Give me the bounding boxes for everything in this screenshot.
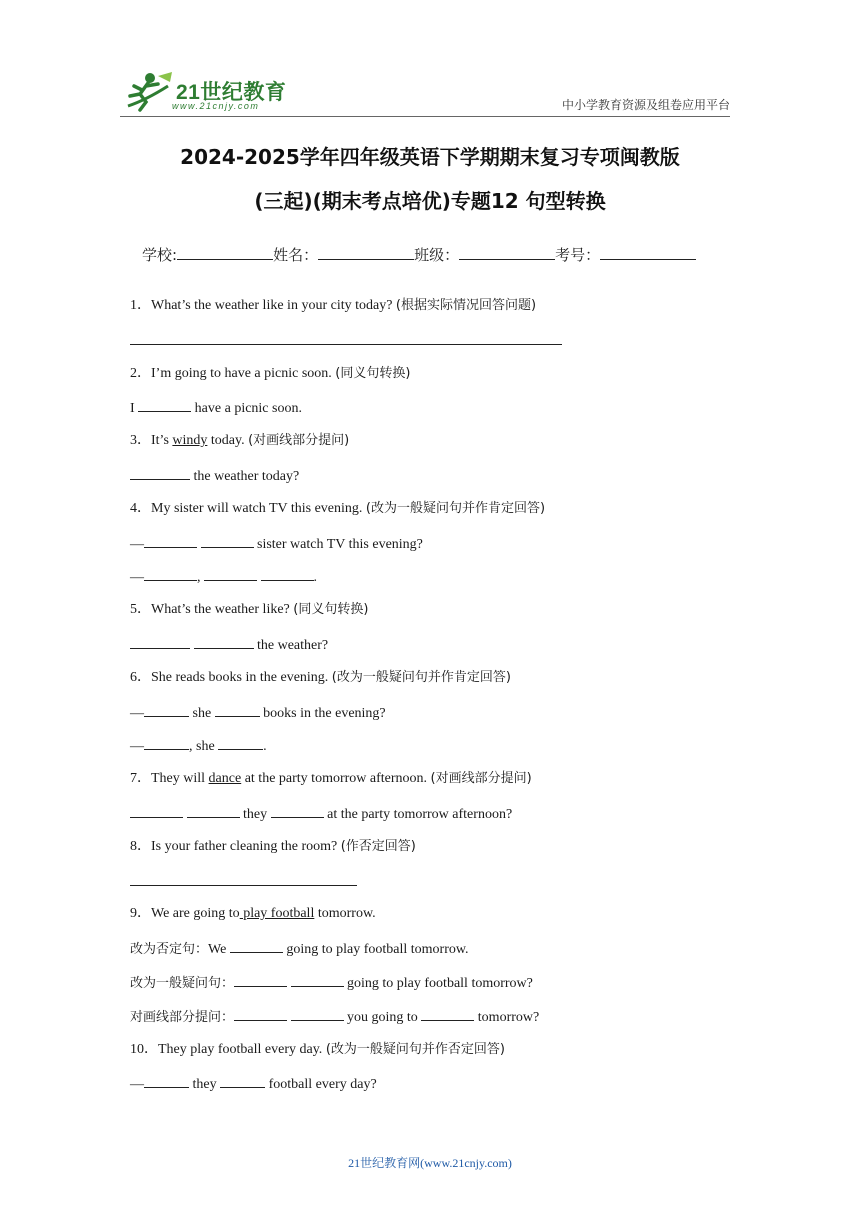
question-text: 6．She reads books in the evening. — [130, 669, 332, 685]
answer-text: you going to — [343, 1009, 422, 1025]
question-text: 4．My sister will watch TV this evening. — [130, 500, 366, 516]
document-title-line-1: 2024-2025学年四年级英语下学期期末复习专项闽教版 — [180, 145, 680, 169]
comma: , — [197, 570, 204, 586]
question-instruction: (同义句转换) — [293, 602, 369, 618]
answer-blank[interactable] — [230, 938, 283, 953]
task-label: 改为否定句： — [130, 942, 209, 958]
answer-text: books in the evening? — [259, 705, 386, 721]
page-header — [0, 0, 860, 120]
period: . — [263, 739, 267, 755]
answer-blank[interactable] — [144, 566, 197, 581]
question-text: 7．They will — [130, 771, 209, 787]
question-instruction: (对画线部分提问) — [430, 771, 532, 787]
task-label: 改为一般疑问句： — [130, 975, 235, 991]
class-blank[interactable] — [459, 245, 555, 260]
answer-row-question — [130, 972, 750, 1006]
answer-blank[interactable] — [130, 871, 357, 886]
answer-row — [130, 465, 750, 499]
question-text: 8．Is your father cleaning the room? — [130, 838, 341, 854]
answer-blank[interactable] — [144, 702, 189, 717]
answer-text: We — [208, 942, 230, 958]
school-label: 学校: — [142, 246, 178, 264]
answer-blank[interactable] — [144, 533, 197, 548]
logo-url: www.21cnjy.com — [172, 101, 260, 111]
answer-text: going to play football tomorrow? — [343, 975, 533, 991]
document-title-line-2: (三起)(期末考点培优)专题12 句型转换 — [254, 189, 606, 213]
answer-blank[interactable] — [204, 566, 257, 581]
number-blank[interactable] — [600, 245, 696, 260]
question-1 — [130, 296, 750, 330]
answer-row — [130, 803, 750, 837]
answer-blank[interactable] — [201, 533, 254, 548]
answer-blank[interactable] — [130, 465, 190, 480]
period: . — [313, 570, 317, 586]
answer-blank[interactable] — [234, 972, 287, 987]
question-text: 3．It’s — [130, 433, 173, 449]
answer-blank[interactable] — [144, 735, 189, 750]
school-blank[interactable] — [177, 245, 273, 260]
dash: — — [130, 739, 144, 755]
underlined-word: dance — [208, 771, 242, 787]
answer-blank[interactable] — [130, 634, 190, 649]
answer-blank[interactable] — [215, 702, 260, 717]
question-instruction: (对画线部分提问) — [248, 433, 350, 449]
name-label: 姓名： — [273, 246, 319, 264]
question-instruction: (同义句转换) — [335, 365, 411, 381]
answer-text: at the party tomorrow afternoon? — [323, 806, 513, 822]
answer-row — [130, 634, 750, 668]
answer-line[interactable] — [130, 330, 750, 364]
answer-row — [130, 397, 750, 431]
site-logo[interactable] — [120, 70, 290, 116]
answer-text: the weather today? — [190, 468, 300, 484]
question-text: 5．What’s the weather like? — [130, 602, 294, 618]
question-7 — [130, 769, 750, 803]
question-2 — [130, 364, 750, 398]
answer-text: she — [189, 705, 215, 721]
underlined-word: windy — [172, 433, 208, 449]
answer-text: sister watch TV this evening? — [253, 536, 423, 552]
answer-text: going to play football tomorrow. — [282, 942, 469, 958]
question-list — [130, 296, 750, 1107]
dash: — — [130, 570, 144, 586]
page-footer[interactable]: 21世纪教育网(www.21cnjy.com) — [348, 1156, 512, 1170]
number-label: 考号： — [555, 246, 601, 264]
answer-row — [130, 735, 750, 769]
question-text: 1．What’s the weather like in your city today? — [130, 298, 396, 313]
question-text: today. — [207, 433, 249, 449]
dash: — — [130, 536, 144, 552]
question-instruction: (改为一般疑问句并作肯定回答) — [365, 500, 546, 516]
answer-row — [130, 566, 750, 600]
answer-row — [130, 1073, 750, 1107]
answer-text: the weather? — [253, 637, 329, 653]
answer-text: I — [130, 401, 139, 417]
question-6 — [130, 668, 750, 702]
question-instruction: (改为一般疑问句并作否定回答) — [325, 1041, 505, 1057]
question-3 — [130, 431, 750, 465]
question-10 — [130, 1040, 750, 1074]
question-8 — [130, 837, 750, 871]
question-instruction: (改为一般疑问句并作肯定回答) — [331, 669, 511, 685]
answer-row — [130, 702, 750, 736]
class-label: 班级： — [414, 246, 460, 264]
header-divider — [120, 116, 730, 117]
answer-row-wh-question — [130, 1006, 750, 1040]
question-instruction: (根据实际情况回答问题) — [395, 298, 537, 313]
answer-text: , she — [189, 739, 219, 755]
question-text: tomorrow. — [314, 906, 376, 922]
underlined-word: play football — [239, 906, 315, 922]
question-instruction: (作否定回答) — [340, 838, 416, 854]
answer-blank[interactable] — [291, 1006, 344, 1021]
answer-blank[interactable] — [138, 397, 191, 412]
answer-line[interactable] — [130, 871, 750, 905]
answer-blank[interactable] — [194, 634, 254, 649]
name-blank[interactable] — [318, 245, 414, 260]
answer-blank[interactable] — [261, 566, 314, 581]
question-4 — [130, 499, 750, 533]
runner-logo-icon — [120, 70, 176, 114]
answer-text: they — [189, 1077, 221, 1093]
question-text: 10．They play football every day. — [130, 1041, 326, 1057]
answer-blank[interactable] — [271, 803, 324, 818]
dash: — — [130, 1077, 144, 1093]
answer-blank[interactable] — [130, 803, 183, 818]
question-9 — [130, 904, 750, 938]
answer-blank[interactable] — [130, 330, 562, 345]
answer-blank[interactable] — [291, 972, 344, 987]
question-text: 9．We are going to — [130, 906, 240, 922]
answer-row — [130, 533, 750, 567]
task-label: 对画线部分提问： — [130, 1009, 235, 1025]
question-5 — [130, 600, 750, 634]
answer-text: have a picnic soon. — [191, 401, 302, 417]
answer-text: they — [239, 806, 271, 822]
logo-text: 21世纪教育 — [176, 81, 287, 104]
answer-text: football every day? — [265, 1077, 377, 1093]
answer-blank[interactable] — [144, 1073, 189, 1088]
question-text: 2．I’m going to have a picnic soon. — [130, 365, 336, 381]
answer-blank[interactable] — [187, 803, 240, 818]
answer-blank[interactable] — [220, 1073, 265, 1088]
answer-blank[interactable] — [218, 735, 263, 750]
platform-tagline: 中小学教育资源及组卷应用平台 — [561, 98, 730, 112]
question-text: at the party tomorrow afternoon. — [241, 771, 431, 787]
answer-row-negative — [130, 938, 750, 972]
student-info-row — [142, 244, 696, 265]
dash: — — [130, 705, 144, 721]
answer-blank[interactable] — [234, 1006, 287, 1021]
answer-blank[interactable] — [421, 1006, 474, 1021]
answer-text: tomorrow? — [474, 1009, 540, 1025]
